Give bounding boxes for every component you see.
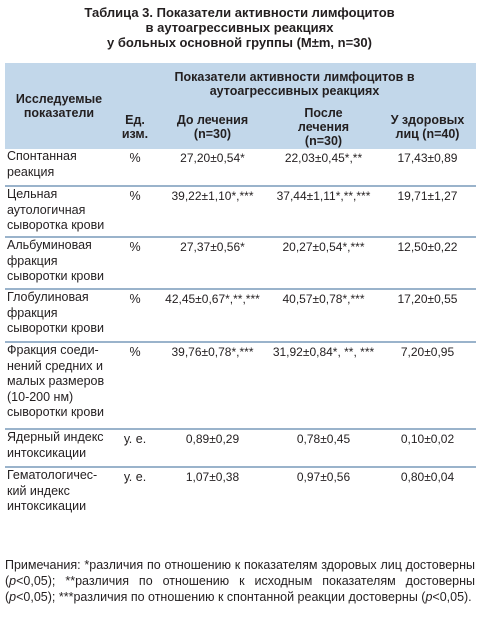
- notes-p-symbol: р: [425, 590, 433, 604]
- cell-healthy: 17,43±0,89: [379, 149, 476, 186]
- table-notes: [5, 557, 475, 605]
- cell-unit: %: [113, 342, 157, 429]
- cell-unit: %: [113, 186, 157, 237]
- cell-before: 1,07±0,38: [157, 467, 268, 523]
- table-row: [5, 342, 476, 429]
- cell-healthy: 7,20±0,95: [379, 342, 476, 429]
- cell-after: 20,27±0,54*,***: [268, 237, 379, 289]
- table-row: [5, 186, 476, 237]
- caption-line: Таблица 3. Показатели активности лимфоцитов: [84, 5, 395, 20]
- table-header: [5, 63, 476, 149]
- cell-before: 0,89±0,29: [157, 429, 268, 467]
- header-after: После лечения (n=30): [268, 105, 379, 149]
- notes-text: <0,05).: [432, 590, 472, 604]
- table-row: [5, 467, 476, 523]
- cell-before: 27,20±0,54*: [157, 149, 268, 186]
- cell-before: 39,76±0,78*,***: [157, 342, 268, 429]
- header-healthy: У здоровых лиц (n=40): [379, 105, 476, 149]
- cell-healthy: 0,10±0,02: [379, 429, 476, 467]
- cell-after: 22,03±0,45*,**: [268, 149, 379, 186]
- cell-after: 31,92±0,84*, **, ***: [268, 342, 379, 429]
- cell-healthy: 12,50±0,22: [379, 237, 476, 289]
- header-group-title: Показатели активности лимфоцитов в аутоагрессивных реакциях: [113, 63, 476, 105]
- cell-before: 27,37±0,56*: [157, 237, 268, 289]
- table-row: [5, 149, 476, 186]
- table-row: [5, 429, 476, 467]
- cell-before: 42,45±0,67*,**,***: [157, 289, 268, 342]
- caption-line: у больных основной группы (M±m, n=30): [107, 35, 372, 50]
- cell-name: Фракция соеди-нений средних и малых размеров (10-200 нм) сыворотки крови: [5, 342, 113, 429]
- cell-unit: у. е.: [113, 467, 157, 523]
- cell-after: 37,44±1,11*,**,***: [268, 186, 379, 237]
- cell-name: Спонтанная реакция: [5, 149, 113, 186]
- cell-name: Альбуминовая фракция сыворотки крови: [5, 237, 113, 289]
- cell-name: Глобулиновая фракция сыворотки крови: [5, 289, 113, 342]
- cell-after: 0,97±0,56: [268, 467, 379, 523]
- cell-unit: %: [113, 289, 157, 342]
- table-caption: [0, 0, 479, 51]
- caption-line: в аутоагрессивных реакциях: [145, 20, 334, 35]
- cell-unit: у. е.: [113, 429, 157, 467]
- cell-healthy: 17,20±0,55: [379, 289, 476, 342]
- cell-unit: %: [113, 149, 157, 186]
- cell-after: 40,57±0,78*,***: [268, 289, 379, 342]
- notes-p-symbol: р: [9, 590, 17, 604]
- cell-name: Гематологичес-кий индекс интоксикации: [5, 467, 113, 523]
- notes-text: <0,05); **различия по отношению к исходным показателям достоверны (: [5, 574, 475, 604]
- header-before: До лечения (n=30): [157, 105, 268, 149]
- cell-after: 0,78±0,45: [268, 429, 379, 467]
- notes-text: <0,05); ***различия по отношению к спонтанной реакции достоверны (: [16, 590, 426, 604]
- cell-unit: %: [113, 237, 157, 289]
- header-unit: Ед. изм.: [113, 105, 157, 149]
- cell-name: Ядерный индекс интоксикации: [5, 429, 113, 467]
- table-row: [5, 289, 476, 342]
- data-table: [5, 63, 476, 523]
- cell-before: 39,22±1,10*,***: [157, 186, 268, 237]
- cell-healthy: 0,80±0,04: [379, 467, 476, 523]
- header-indicator: Исследуемые показатели: [5, 63, 113, 149]
- cell-healthy: 19,71±1,27: [379, 186, 476, 237]
- table-row: [5, 237, 476, 289]
- cell-name: Цельная аутологичная сыворотка крови: [5, 186, 113, 237]
- notes-p-symbol: р: [9, 574, 17, 588]
- notes-text: Примечания: *различия по отношению к показателям здоровых лиц достоверны (: [5, 558, 475, 588]
